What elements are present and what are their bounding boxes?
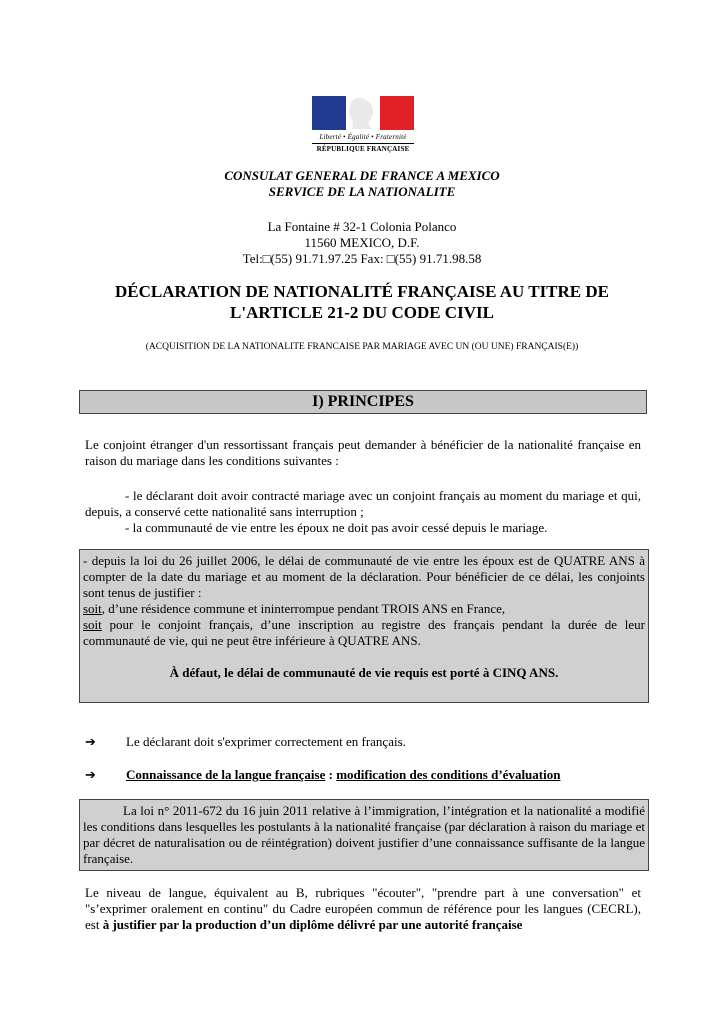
intro-paragraph: Le conjoint étranger d'un ressortissant français peut demander à bénéficier de la nationalité française en raison du mariage dans les conditions suivantes :	[85, 437, 641, 468]
langue-modification: modification des conditions d’évaluation	[336, 767, 561, 782]
langue-separator: :	[325, 767, 337, 782]
consulat-address	[0, 219, 724, 267]
niveau-langue-paragraph	[85, 885, 641, 933]
republique-francaise-logo	[312, 96, 414, 153]
langue-heading: Connaissance de la langue française	[126, 767, 326, 782]
arrow-right-icon: ➔	[85, 767, 96, 782]
title-line-2: L'ARTICLE 21-2 DU CODE CIVIL	[230, 303, 494, 322]
address-street: La Fontaine # 32-1 Colonia Polanco	[267, 219, 457, 234]
address-phone-fax: Tel:□(55) 91.71.97.25 Fax: □(55) 91.71.98.58	[242, 251, 482, 266]
service-name: SERVICE DE LA NATIONALITE	[268, 184, 456, 199]
delai-text: - depuis la loi du 26 juillet 2006, le délai de communauté de vie entre les époux est de QUATRE ANS à compter de la date du mariage et au moment de la déclaration. Pour bénéficier de ce délai, les conjoints sont tenus de justifier :	[83, 553, 645, 600]
condition-1: - le déclarant doit avoir contracté mariage avec un conjoint français au moment du mariage et qui, depuis, a conservé cette nationalité sans interruption ;	[85, 488, 641, 519]
arrow-right-icon: ➔	[85, 734, 96, 749]
delai-communaute-box	[79, 549, 649, 703]
flag-blue-band	[312, 96, 346, 130]
delai-conclusion: À défaut, le délai de communauté de vie requis est porté à CINQ ANS.	[169, 665, 559, 680]
document-title	[0, 281, 724, 323]
section-heading-principes: I) PRINCIPES	[79, 390, 647, 414]
logo-motto: Liberté • Égalité • Fraternité	[319, 133, 407, 141]
consulat-name: CONSULAT GENERAL DE FRANCE A MEXICO	[224, 168, 500, 183]
niveau-langue-bold: à justifier par la production d’un diplôme délivré par une autorité française	[102, 917, 523, 932]
logo-republic: RÉPUBLIQUE FRANÇAISE	[316, 145, 410, 153]
logo-divider	[312, 143, 414, 144]
soit-text-2: pour le conjoint français, d’une inscription au registre des français pendant la durée de leur communauté de vie, qui ne peut être inférieure à QUATRE ANS.	[83, 617, 645, 648]
soit-label-2: soit	[83, 617, 102, 632]
soit-label-1: soit	[83, 601, 102, 616]
arrow-item-langue	[126, 767, 560, 783]
address-city: 11560 MEXICO, D.F.	[304, 235, 420, 250]
soit-residence	[83, 601, 645, 617]
soit-text-1: , d’une résidence commune et ininterrompue pendant TROIS ANS en France,	[101, 601, 506, 616]
document-subtitle: (ACQUISITION DE LA NATIONALITE FRANCAISE PAR MARIAGE AVEC UN (OU UNE) FRANÇAIS(E))	[145, 342, 579, 352]
consulat-header	[0, 168, 724, 200]
marianne-profile-icon	[346, 96, 380, 130]
soit-registre	[83, 617, 645, 649]
title-line-1: DÉCLARATION DE NATIONALITÉ FRANÇAISE AU TITRE DE	[114, 282, 610, 301]
arrow-item-francais: Le déclarant doit s'exprimer correctement en français.	[126, 734, 406, 749]
loi-2011-box: La loi n° 2011-672 du 16 juin 2011 relative à l’immigration, l’intégration et la nationalité a modifié les conditions dans lesquelles les postulants à la nationalité française (par déclaration à raison du mariage et par décret de naturalisation ou de réintégration) doivent justifier d’une connaissance suffisante de la langue française.	[79, 799, 649, 871]
condition-2: - la communauté de vie entre les époux ne doit pas avoir cessé depuis le mariage.	[125, 520, 548, 535]
flag-red-band	[380, 96, 414, 130]
tricolor-flag-icon	[312, 96, 414, 130]
niveau-langue-text: Le niveau de langue, équivalent au B, rubriques "écouter", "prendre part à une conversation" et "s’exprimer oralement en continu" du Cadre européen commun de référence pour les langues (CECRL), est	[85, 885, 641, 932]
flag-white-band	[346, 96, 380, 130]
